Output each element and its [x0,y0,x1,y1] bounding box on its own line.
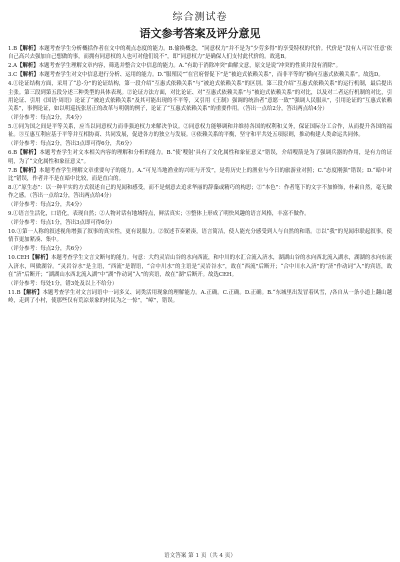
answer-text: 本题考查学生理解文章内容，筛选并整合文中信息的能力。A.“有助于消除冲突”曲解文意，原文是说“冲突的性质并没有消除”。 [38,63,341,70]
answer-item [8,289,392,306]
answer-item [8,80,392,113]
analysis-tag: 【解析】 [17,72,39,79]
answer-item [8,123,392,140]
answer-text: 本题考查学生对文中信息进行分析、运用的能力。D.“服殖民”“在官府督促下”是“被迫式依赖关系”，而非平等的“横向互惠式依赖关系”。故选D。 [38,72,384,79]
question-number: 7.B [8,167,18,174]
answer-text: ①论证结构方面，采用了“总-分”的论证结构，第一段介绍“互惠式依赖关系”与“被迫式依赖关系”的区别。第三段介绍“互惠式依赖关系”的运行机制，最后提出主张。第三段到第五段分述三种类型的具体表现。②论证方法方面，对比论证、对“互惠式依赖关系”与“被迫式依赖关系”的对比，以及对二者运行机制的对比，引用论证、引用《国语·周语》论证了“被迫式依赖关系”及其可能出现的不平等，又引用《王制》强调的统治者“意愿一致”“强调人民服从”，引用论证的“互惠式依赖关系”，事例论证，如以明巡抚张居正的改革与明朝的例子，论证了“互惠式依赖关系”的重要作用。（答出一点给2分，答出两点给4分） [8,81,392,113]
answer-item [8,45,392,62]
answer-text: 本题考查学生对文本相关内容的理解和分析的能力。B.“使‘嗖射’具有了文化属性和象征意义”错误，介绍嗖箭是为了强调兵器的作用，是有力的证明，为了“文化属性和象征意义”。 [8,150,392,165]
scoring-note [8,140,392,148]
answer-item [8,228,392,245]
answer-text: （评分参考：每点1分，答出3点即可得6分） [8,220,116,226]
answer-text: （评分参考：每点2分，答出3点即可得6分，共6分） [8,141,135,148]
question-number: 3.C [8,72,18,79]
question-number: 11.B [8,289,21,296]
question-number: 10.CEH [8,255,30,262]
answer-item [8,254,392,279]
scoring-note [8,280,392,288]
answer-list [8,45,392,305]
answer-text: （评分参考：每点2分，共4分） [8,202,85,209]
answer-text: 本题考查学生理解文章重要句子的能力。A.“可见当地渔业的兴旺与开发”，是将历史上的渔业与今日的旅游业对照；C.“态度刚强”错误；D.“暗中对比”错误，作者并不是在暗中比较，而是直白的。 [8,167,392,182]
answer-text: （评分参考：每点2分，共4分） [8,115,85,122]
question-number: 1.B [8,46,18,52]
answer-item [8,184,392,201]
question-number: 5. [8,124,14,131]
scoring-note [8,201,392,209]
analysis-tag: 【解析】 [20,289,43,296]
document-header [8,8,392,41]
answer-text: （评分参考：每点2分，共6分） [8,246,85,253]
question-number: 10. [8,228,17,235]
analysis-tag: 【解析】 [17,167,40,174]
answer-text: ①同为国之间是平等关系，应当以同意权力而非强迫权力来解决争议。②同意权力能够调和并维持各国的权利和义务，保证国际分工合作，从而提升各国的福祉。③互惠互利应基于平等并互相协商、共同发展，促进各方的独立与发展。④依赖关系的平衡，坚守和平共处五项原则，推动构建人类命运共同体。 [8,124,392,139]
answer-key-title: 语文参考答案及评分意见 [139,27,261,40]
question-number: 9. [8,211,14,218]
analysis-tag: 【解析】 [29,255,52,262]
question-number: 2.A [8,63,18,70]
question-number: 4. [8,81,14,88]
page-footer: 语文答案 第 1 页（共 4 页） [164,553,236,559]
answer-text: 本题考查学生分析概括作者在文中的观点态度的能力。B.偷换概念，“同意权力”并不是为“少劳多得”的享受特权的代价。代价是“没有人可以‘任意’依自己高兴去强加自己想做的事，而拥有同意权的人也可对他们说不”，即“同意权力”是确保人们支付此代价的。故选B。 [8,46,392,61]
analysis-tag: 【解析】 [17,63,39,70]
answer-text: （评分参考：每处1分，错3处及以上不给分） [8,280,118,287]
answer-text: 本题考查学生文言文断句的能力。句意：大约灵岩山谷的水向西流，和中川的水汇合流入济水，湖湖山谷的水向西北流入湖水，湖湖的水向东流入济水，叫做湖谷。“灵岩谷水”是主语，“西流”是谓语，“合中川水”的主语是“灵岩谷水”，故在“西流”后断开；“合中川水入济”的“济”作动词“入”的宾语，故在“济”后断开；“湖湖山水西北流入湖”中“湖”作动词“入”的宾语，故在“湖”后断开。故选CEH。 [8,255,392,278]
scoring-note [8,114,392,122]
answer-item [8,62,392,70]
answer-text: ①第一人称的叙述视角增强了叙事的真实性，更有说服力。②叙述节奏紧凑，语言简洁，使人能充分感受到人与自然的和谐。②以“我”的见闻串联起叙事，使情节更加紧凑、集中。 [8,228,392,244]
answer-item [8,210,392,218]
scoring-note [8,219,392,227]
answer-text: 本题考查学生对文言词语中一词多义、词类活用现象的理解能力。A.正确。C.正确。D.正确。B.“东城里出发冒着风雪，/各自从一条小道上翻山越岭，走到了小村，使那些仅有荒凉景象的村民为之一惊”，“嶂”，错误。 [8,289,392,305]
question-number: 6.B [8,150,18,157]
answer-item [8,71,392,79]
answer-text: ①“原生态”：以一种平实的方式叙述自己的见闻和感受，而不是刻意去追求华丽的辞藻或精巧的构思；②“本色”：作者笔下的文字不加修饰，朴素自然，毫无做作之感。（答出一点给2分，答出两点给4分） [8,184,392,200]
exam-title: 综合测试卷 [172,12,228,23]
analysis-tag: 【解析】 [17,150,40,157]
scoring-note [8,245,392,253]
answer-item [8,167,392,184]
answer-text: ①语言生活化，口语化，表现自然；②人物对话有地域特点，鲜活真实；③整体上形成了明快风趣的语言风格，丰富不做作。 [13,211,310,218]
analysis-tag: 【解析】 [17,46,39,52]
question-number: 8. [8,184,14,191]
answer-item [8,149,392,166]
